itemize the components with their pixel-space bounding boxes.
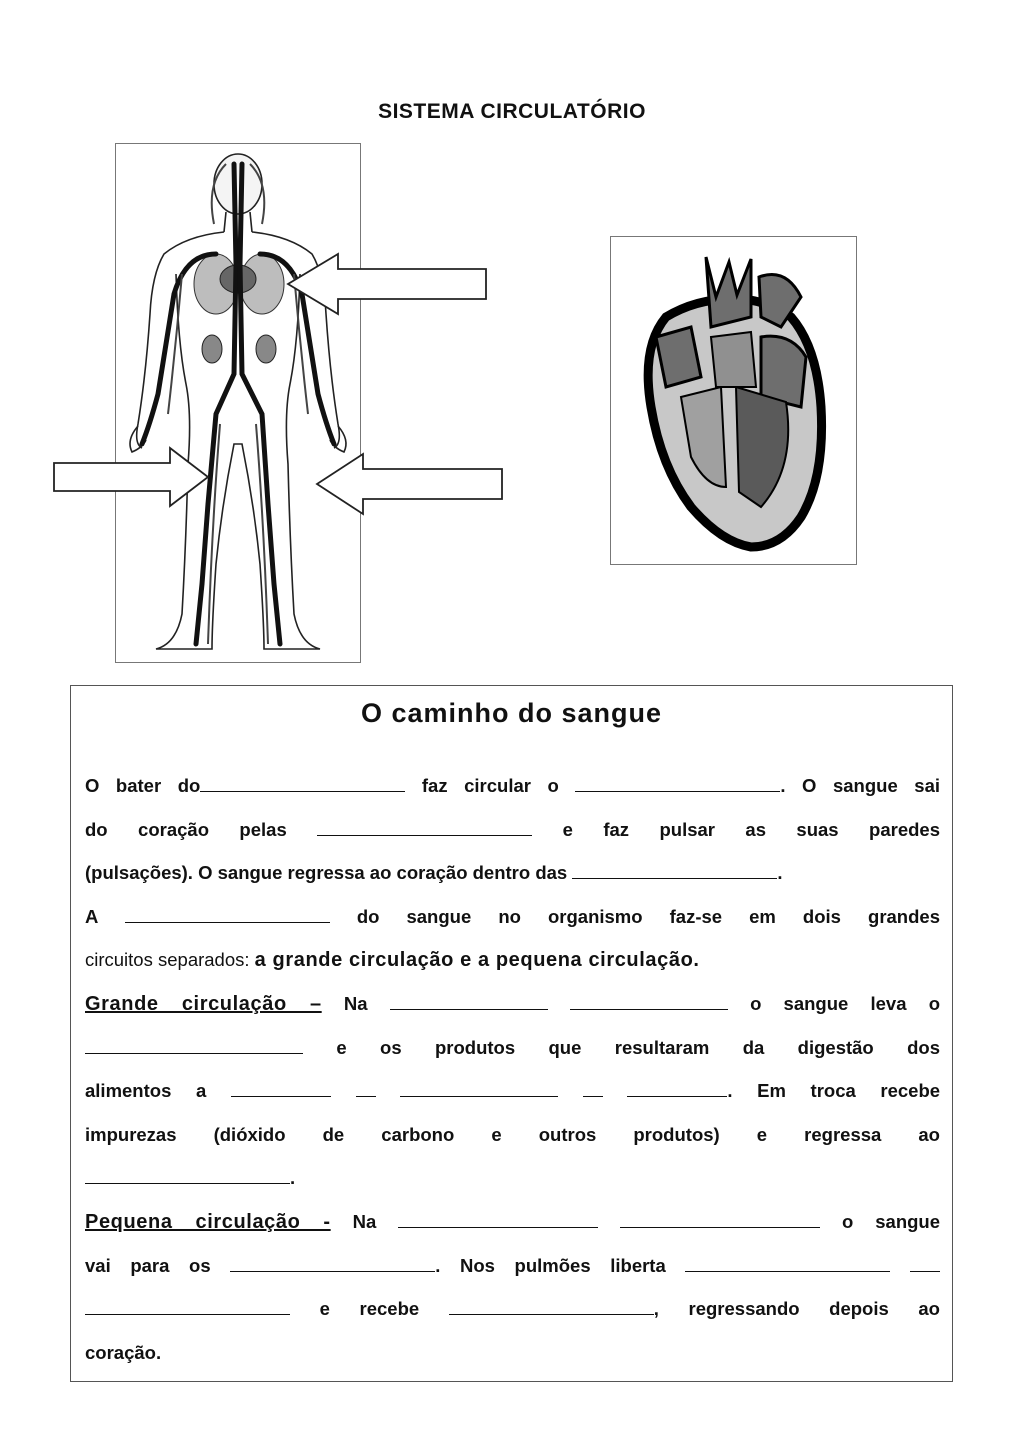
text-line: [85, 1026, 940, 1070]
text-line: [85, 982, 940, 1026]
blank-field[interactable]: [317, 821, 532, 836]
text-segment: Na: [330, 1210, 399, 1232]
text-segment: impurezas (dióxido de carbono e outros produtos) e regressa ao: [85, 1123, 940, 1145]
text-segment: faz circular o: [405, 775, 576, 796]
text-segment: . O sangue sai: [780, 775, 940, 796]
blank-field[interactable]: [200, 777, 405, 792]
text-segment: o sangue: [820, 1210, 940, 1232]
blank-field[interactable]: [85, 1039, 303, 1054]
worksheet-box: [70, 685, 953, 1382]
blank-field[interactable]: [400, 1082, 558, 1097]
text-segment: e faz pulsar as suas paredes: [532, 818, 940, 840]
text-line: [85, 1069, 940, 1113]
blank-field[interactable]: [627, 1082, 727, 1097]
text-segment: Na: [321, 992, 390, 1014]
blank-field[interactable]: [85, 1169, 290, 1184]
text-segment: alimentos a: [85, 1080, 231, 1102]
human-body-illustration: [116, 144, 360, 662]
text-segment: do coração pelas: [85, 818, 318, 840]
text-line: [85, 764, 940, 808]
arrow-right-icon: [52, 446, 210, 508]
text-line: [85, 1287, 940, 1331]
blank-field[interactable]: [231, 1082, 331, 1097]
blank-field[interactable]: [398, 1213, 598, 1228]
text-segment: e recebe: [290, 1298, 449, 1320]
text-segment: . Em troca recebe: [727, 1080, 940, 1102]
page-title: SISTEMA CIRCULATÓRIO: [378, 100, 646, 123]
worksheet-text: [85, 764, 940, 1374]
text-line: [85, 1113, 940, 1157]
blank-field[interactable]: [125, 908, 330, 923]
text-line: [85, 851, 940, 895]
highlight-text: a grande circulação e a pequena circulação.: [254, 949, 700, 972]
text-segment: e os produtos que resultaram da digestão dos: [303, 1036, 940, 1058]
blank-field[interactable]: [390, 995, 548, 1010]
human-circulatory-system-figure: [115, 143, 361, 663]
blank-field[interactable]: [572, 864, 777, 879]
blank-field[interactable]: [356, 1082, 376, 1097]
blank-field[interactable]: [575, 777, 780, 792]
heart-illustration: [611, 237, 856, 564]
blank-field[interactable]: [910, 1257, 940, 1272]
text-segment: do sangue no organismo faz-se em dois grandes: [329, 905, 940, 927]
grande-circulacao-label: Grande circulação –: [85, 992, 322, 1015]
blank-field[interactable]: [620, 1213, 820, 1228]
text-segment: circuitos separados:: [85, 949, 255, 971]
text-line: [85, 938, 940, 982]
blank-field[interactable]: [685, 1257, 890, 1272]
arrow-left-icon: [315, 452, 505, 516]
text-segment: . Nos pulmões liberta: [435, 1254, 686, 1276]
text-segment: , regressando depois ao: [653, 1298, 940, 1320]
blank-field[interactable]: [449, 1300, 654, 1315]
text-line: [85, 895, 940, 939]
arrow-left-icon: [286, 252, 490, 316]
text-segment: O bater do: [85, 775, 201, 796]
text-segment: .: [777, 862, 783, 884]
pequena-circulacao-label: Pequena circulação -: [85, 1210, 331, 1233]
blank-field[interactable]: [570, 995, 728, 1010]
text-line: [85, 808, 940, 852]
blank-field[interactable]: [583, 1082, 603, 1097]
text-segment: vai para os: [85, 1254, 231, 1276]
text-line: [85, 1156, 940, 1200]
text-segment: A: [85, 905, 125, 927]
text-line: [85, 1200, 940, 1244]
blank-field[interactable]: [230, 1257, 435, 1272]
blank-field[interactable]: [85, 1300, 290, 1315]
text-line: [85, 1244, 940, 1288]
text-segment: coração.: [85, 1341, 162, 1363]
text-segment: o sangue leva o: [727, 992, 940, 1014]
text-segment: .: [290, 1167, 296, 1189]
worksheet-title: O caminho do sangue: [360, 698, 663, 728]
text-line: [85, 1331, 940, 1375]
heart-cross-section-figure: [610, 236, 857, 565]
text-segment: (pulsações). O sangue regressa ao coração dentro das: [85, 862, 573, 884]
